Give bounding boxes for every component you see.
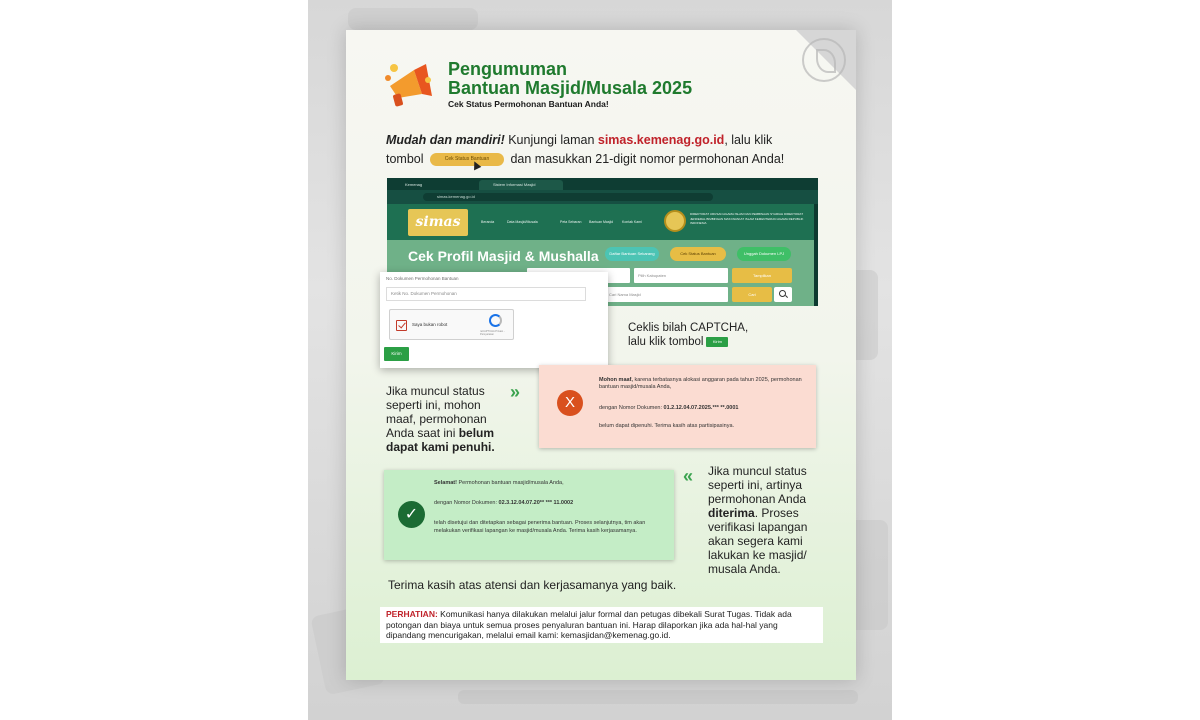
kemenag-emblem-icon [664,210,686,232]
document-lookup-popup [380,272,608,368]
accepted-text-bold: diterima [708,506,755,520]
recaptcha-icon [489,314,502,327]
notice-box [380,607,823,643]
captcha-check-icon [396,320,407,331]
accepted-line-2 [434,500,666,508]
close-circle-icon: X [557,390,583,416]
accepted-line-1 [434,480,666,488]
nav-item: Peta Sebaran [560,220,582,224]
chevron-right-icon: » [510,382,521,402]
address-bar-row [387,190,818,204]
site-header [387,204,818,240]
doc-label: dengan Nomor Dokumen: [434,500,499,506]
intro-text: dan masukkan 21-digit nomor permohonan Anda! [507,152,785,166]
search-icon [774,287,792,302]
notice-tag: PERHATIAN: [386,609,438,619]
intro-paragraph [386,131,806,169]
accepted-body: Permohonan bantuan masjid/musala Anda, [456,480,564,486]
nav-item: Data Masjid/Musala [507,220,538,224]
leaf-hand-icon [802,38,846,82]
captcha-instruction [628,321,748,349]
accepted-explanation [708,464,828,576]
nav-item: Kontak Kami [622,220,642,224]
doc-number: 02.3.12.04.07.20** *** 11.0002 [498,500,574,506]
field-label: No. Dokumen Permohonan Bantuan [386,276,459,281]
document-number-input: Ketik No. Dokumen Permohonan [386,287,586,301]
simas-logo: simas [408,209,468,236]
accepted-text: Jika muncul status seperti ini, artinya permohonan Anda [708,464,807,506]
rejected-status-card [539,365,816,448]
address-bar: simas.kemenag.go.id [423,193,713,201]
submit-button: Kirim [384,347,409,361]
doc-number: 01.2.12.04.07.2025.*** **.0001 [663,405,739,411]
instruction-line-2 [628,335,748,349]
filter-button: Tampilkan [732,268,792,283]
hero-title: Cek Profil Masjid & Mushalla [408,248,599,264]
regency-select: Pilih Kabupaten [634,268,728,283]
rejected-line-1 [599,377,809,391]
scrollbar [814,204,818,306]
button-label: Cek Status Bantuan [444,156,490,163]
site-url: simas.kemenag.go.id [597,133,725,147]
captcha-box [389,309,514,340]
backdrop-icons [348,8,478,30]
backdrop-footer [458,690,858,704]
search-field: Cari Nama Masjid [605,287,728,302]
subtitle: Cek Status Permohonan Bantuan Anda! [448,99,609,109]
browser-tab-active: Sistem Informasi Masjid [479,180,563,190]
rejected-explanation [386,384,514,454]
thanks-text: Terima kasih atas atensi dan kerjasamanya yang baik. [388,578,677,592]
search-button: Cari [732,287,772,302]
check-status-button-sample [430,153,504,166]
nav-item: Bantuan Masjid [589,220,614,224]
rejected-line-2 [599,405,809,412]
rejected-title: Mohon maaf, [599,377,633,383]
accepted-title: Selamat! [434,480,457,486]
accepted-text: . Proses verifikasi lapangan akan segera kami lakukan ke masjid/ musala Anda. [708,506,808,576]
check-circle-icon: ✓ [398,501,425,528]
announcement-poster [346,30,856,680]
captcha-label: Saya bukan robot [412,322,448,327]
register-aid-button: Daftar Bantuan Sekarang [605,247,659,261]
intro-lead: Mudah dan mandiri! [386,133,505,147]
title-line-2: Bantuan Masjid/Musala 2025 [448,78,693,98]
submit-button-sample: Kirim [706,337,728,347]
browser-tabbar [387,178,818,190]
megaphone-icon [380,56,434,110]
emblem-text: DIREKTORAT URUSAN AGAMA ISLAM DAN PEMBINAAN SYARIAH DIREKTORAT JENDERAL BIMBINGAN MASYARAKAT ISLAM KEMENTERIAN AGAMA REPUBLIK INDONESIA [690,212,804,225]
rejected-body: karena terbatasnya alokasi anggaran pada tahun 2025, permohonan bantuan masjid/musala Anda, [599,377,802,390]
nav-item: Beranda [481,220,495,224]
accepted-line-3: telah disetujui dan ditetapkan sebagai penerima bantuan. Proses selanjutnya, tim akan melakukan verifikasi lapangan ke masjid/musala Anda. Terima kasih kerjasamanya. [434,520,646,534]
intro-text: , lalu klik tombol [386,133,773,166]
intro-text: Kunjungi laman [504,133,598,147]
notice-text: Komunikasi hanya dilakukan melalui jalur formal dan petugas dibekali Surat Tugas. Tidak ada potongan dan biaya untuk semua proses penyaluran bantuan ini. Harap dilaporkan jika ada hal-hal yang dipandang mencurigakan, melalui email kami: kemasjidan@kemenag.go.id. [386,609,792,640]
check-status-button: Cek Status Bantuan [670,247,726,261]
recaptcha-brand: reCAPTCHA Privasi - Persyaratan [480,330,505,336]
browser-tab: Kemenag [405,182,423,187]
rejected-text: Jika muncul status seperti ini, mohon maaf, permohonan Anda saat ini [386,384,487,440]
upload-lpj-button: Unggah Dokumen LPJ [737,247,791,261]
accepted-status-card [384,470,674,560]
doc-label: dengan Nomor Dokumen: [599,405,664,411]
instruction-line: Ceklis bilah CAPTCHA, [628,322,749,334]
chevron-left-icon: « [683,466,694,486]
title-line-1: Pengumuman [448,59,568,79]
rejected-text-bold: belum dapat kami penuhi. [386,426,495,454]
rejected-line-3: belum dapat dipenuhi. Terima kasih atas partisipasinya. [599,423,735,429]
instruction-text: lalu klik tombol [628,336,704,348]
